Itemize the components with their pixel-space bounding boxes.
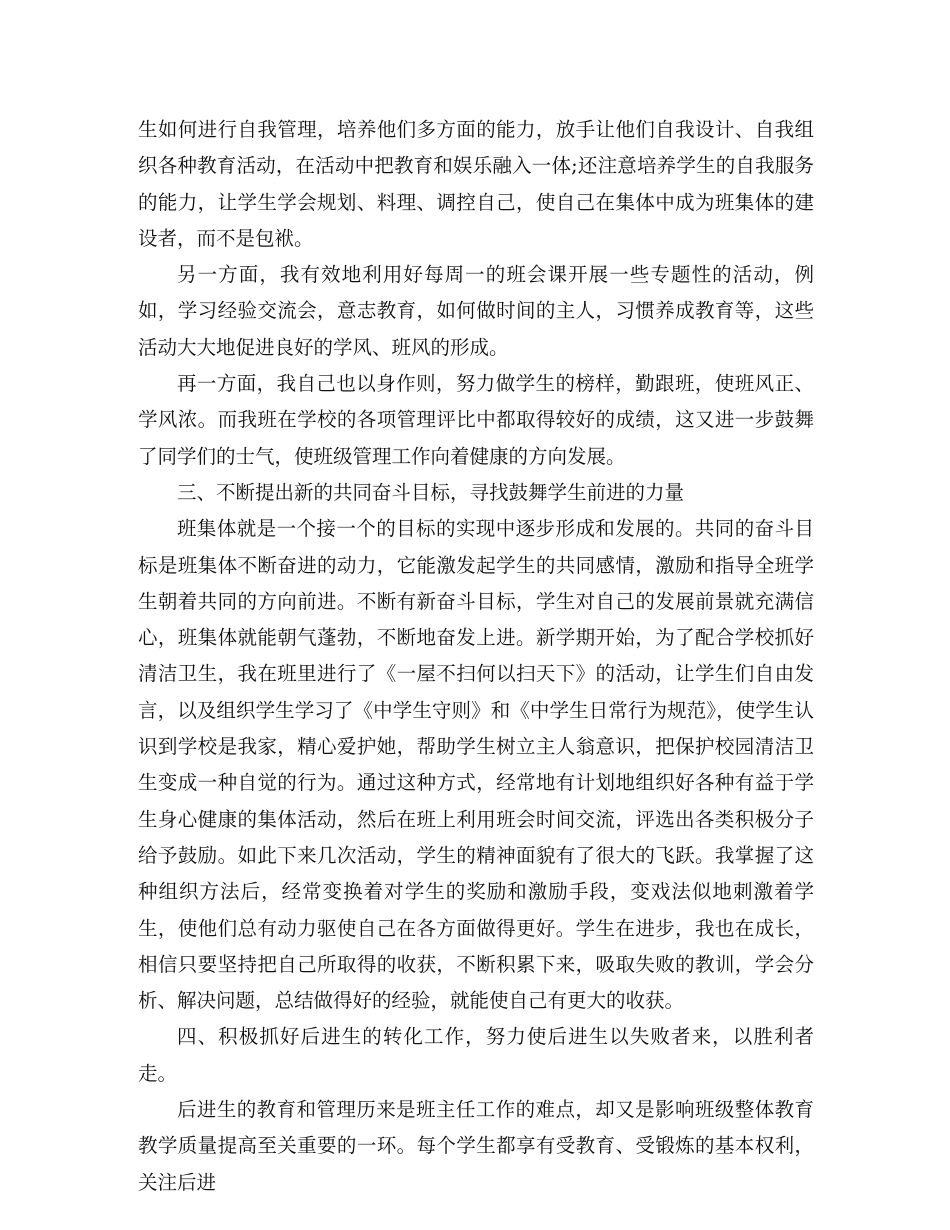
paragraph: 再一方面，我自己也以身作则，努力做学生的榜样，勤跟班，使班风正、学风浓。而我班在学校的各项管理评比中都取得较好的成绩，这又进一步鼓舞了同学们的士气，使班级管理工作向着健康的方向发展。 bbox=[138, 372, 814, 468]
paragraph: 后进生的教育和管理历来是班主任工作的难点，却又是影响班级整体教育教学质量提高至关重要的一环。每个学生都享有受教育、受锻炼的基本权利，关注后进 bbox=[138, 1098, 814, 1194]
paragraph-continuation: 生如何进行自我管理，培养他们多方面的能力，放手让他们自我设计、自我组织各种教育活动，在活动中把教育和娱乐融入一体;还注意培养学生的自我服务的能力，让学生学会规划、料理、调控自己，使自己在集体中成为班集体的建设者，而不是包袱。 bbox=[138, 118, 814, 250]
paragraph: 另一方面，我有效地利用好每周一的班会课开展一些专题性的活动，例如，学习经验交流会，意志教育，如何做时间的主人，习惯养成教育等，这些活动大大地促进良好的学风、班风的形成。 bbox=[138, 263, 814, 359]
section-heading: 四、积极抓好后进生的转化工作，努力使后进生以失败者来，以胜利者走。 bbox=[138, 1025, 814, 1085]
document-body bbox=[138, 112, 814, 1201]
section-heading: 三、不断提出新的共同奋斗目标，寻找鼓舞学生前进的力量 bbox=[177, 480, 685, 504]
paragraph: 班集体就是一个接一个的目标的实现中逐步形成和发展的。共同的奋斗目标是班集体不断奋进的动力，它能激发起学生的共同感情，激励和指导全班学生朝着共同的方向前进。不断有新奋斗目标，学生对自己的发展前景就充满信心，班集体就能朝气蓬勃，不断地奋发上进。新学期开始，为了配合学校抓好清洁卫生，我在班里进行了《一屋不扫何以扫天下》的活动，让学生们自由发言，以及组织学生学习了《中学生守则》和《中学生日常行为规范》，使学生认识到学校是我家，精心爱护她，帮助学生树立主人翁意识，把保护校园清洁卫生变成一种自觉的行为。通过这种方式，经常地有计划地组织好各种有益于学生身心健康的集体活动，然后在班上利用班会时间交流，评选出各类积极分子给予鼓励。如此下来几次活动，学生的精神面貌有了很大的飞跃。我掌握了这种组织方法后，经常变换着对学生的奖励和激励手段，变戏法似地刺激着学生，使他们总有动力驱使自己在各方面做得更好。学生在进步，我也在成长，相信只要坚持把自己所取得的收获，不断积累下来，吸取失败的教训，学会分析、解决问题，总结做得好的经验，就能使自己有更大的收获。 bbox=[138, 517, 814, 1013]
